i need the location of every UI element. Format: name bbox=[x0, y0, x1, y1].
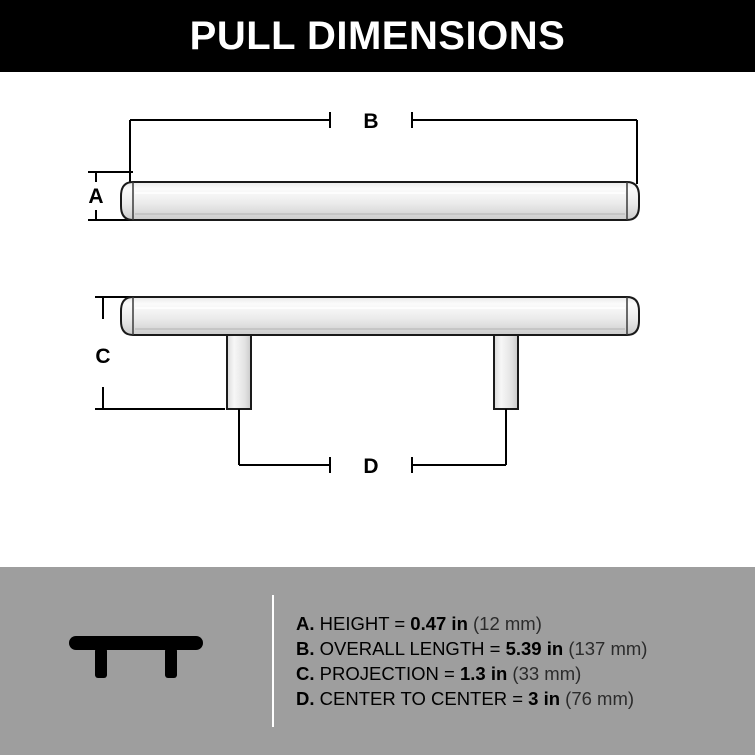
product-thumbnail bbox=[0, 567, 272, 755]
spec-letter-a: A. bbox=[296, 613, 315, 634]
header-bar bbox=[0, 0, 755, 72]
diagram-area bbox=[0, 72, 755, 567]
spec-metric-b: (137 mm) bbox=[568, 638, 648, 659]
spec-metric-a: (12 mm) bbox=[473, 613, 542, 634]
spec-metric-c: (33 mm) bbox=[512, 663, 582, 684]
dimension-b-group bbox=[130, 110, 637, 184]
spec-value-c: 1.3 in bbox=[459, 663, 508, 684]
spec-value-d: 3 in bbox=[528, 688, 561, 709]
spec-label-d: CENTER TO CENTER = bbox=[319, 688, 524, 709]
spec-row-c bbox=[296, 661, 755, 686]
dimension-label-a: A bbox=[88, 185, 104, 208]
spec-letter-c: C. bbox=[296, 663, 315, 684]
spec-value-b: 5.39 in bbox=[505, 638, 564, 659]
spec-label-a: HEIGHT = bbox=[319, 613, 406, 634]
dimension-label-c: C bbox=[95, 345, 111, 368]
dimension-d-group bbox=[239, 409, 506, 478]
spec-label-c: PROJECTION = bbox=[319, 663, 455, 684]
dimension-label-b: B bbox=[363, 110, 379, 133]
pull-bar-top-view bbox=[121, 182, 639, 220]
page-title: PULL DIMENSIONS bbox=[189, 13, 566, 58]
pull-diagram bbox=[0, 72, 755, 567]
pull-thumbnail-icon bbox=[61, 626, 211, 696]
spec-letter-d: D. bbox=[296, 688, 315, 709]
specs-list bbox=[274, 567, 755, 755]
spec-row-a bbox=[296, 611, 755, 636]
spec-metric-d: (76 mm) bbox=[565, 688, 635, 709]
spec-row-b bbox=[296, 636, 755, 661]
spec-row-d bbox=[296, 686, 755, 711]
spec-label-b: OVERALL LENGTH = bbox=[319, 638, 501, 659]
dimension-label-d: D bbox=[363, 455, 379, 478]
footer-bar bbox=[0, 567, 755, 755]
spec-value-a: 0.47 in bbox=[410, 613, 468, 634]
pull-bar-front-view bbox=[121, 297, 639, 335]
spec-letter-b: B. bbox=[296, 638, 315, 659]
